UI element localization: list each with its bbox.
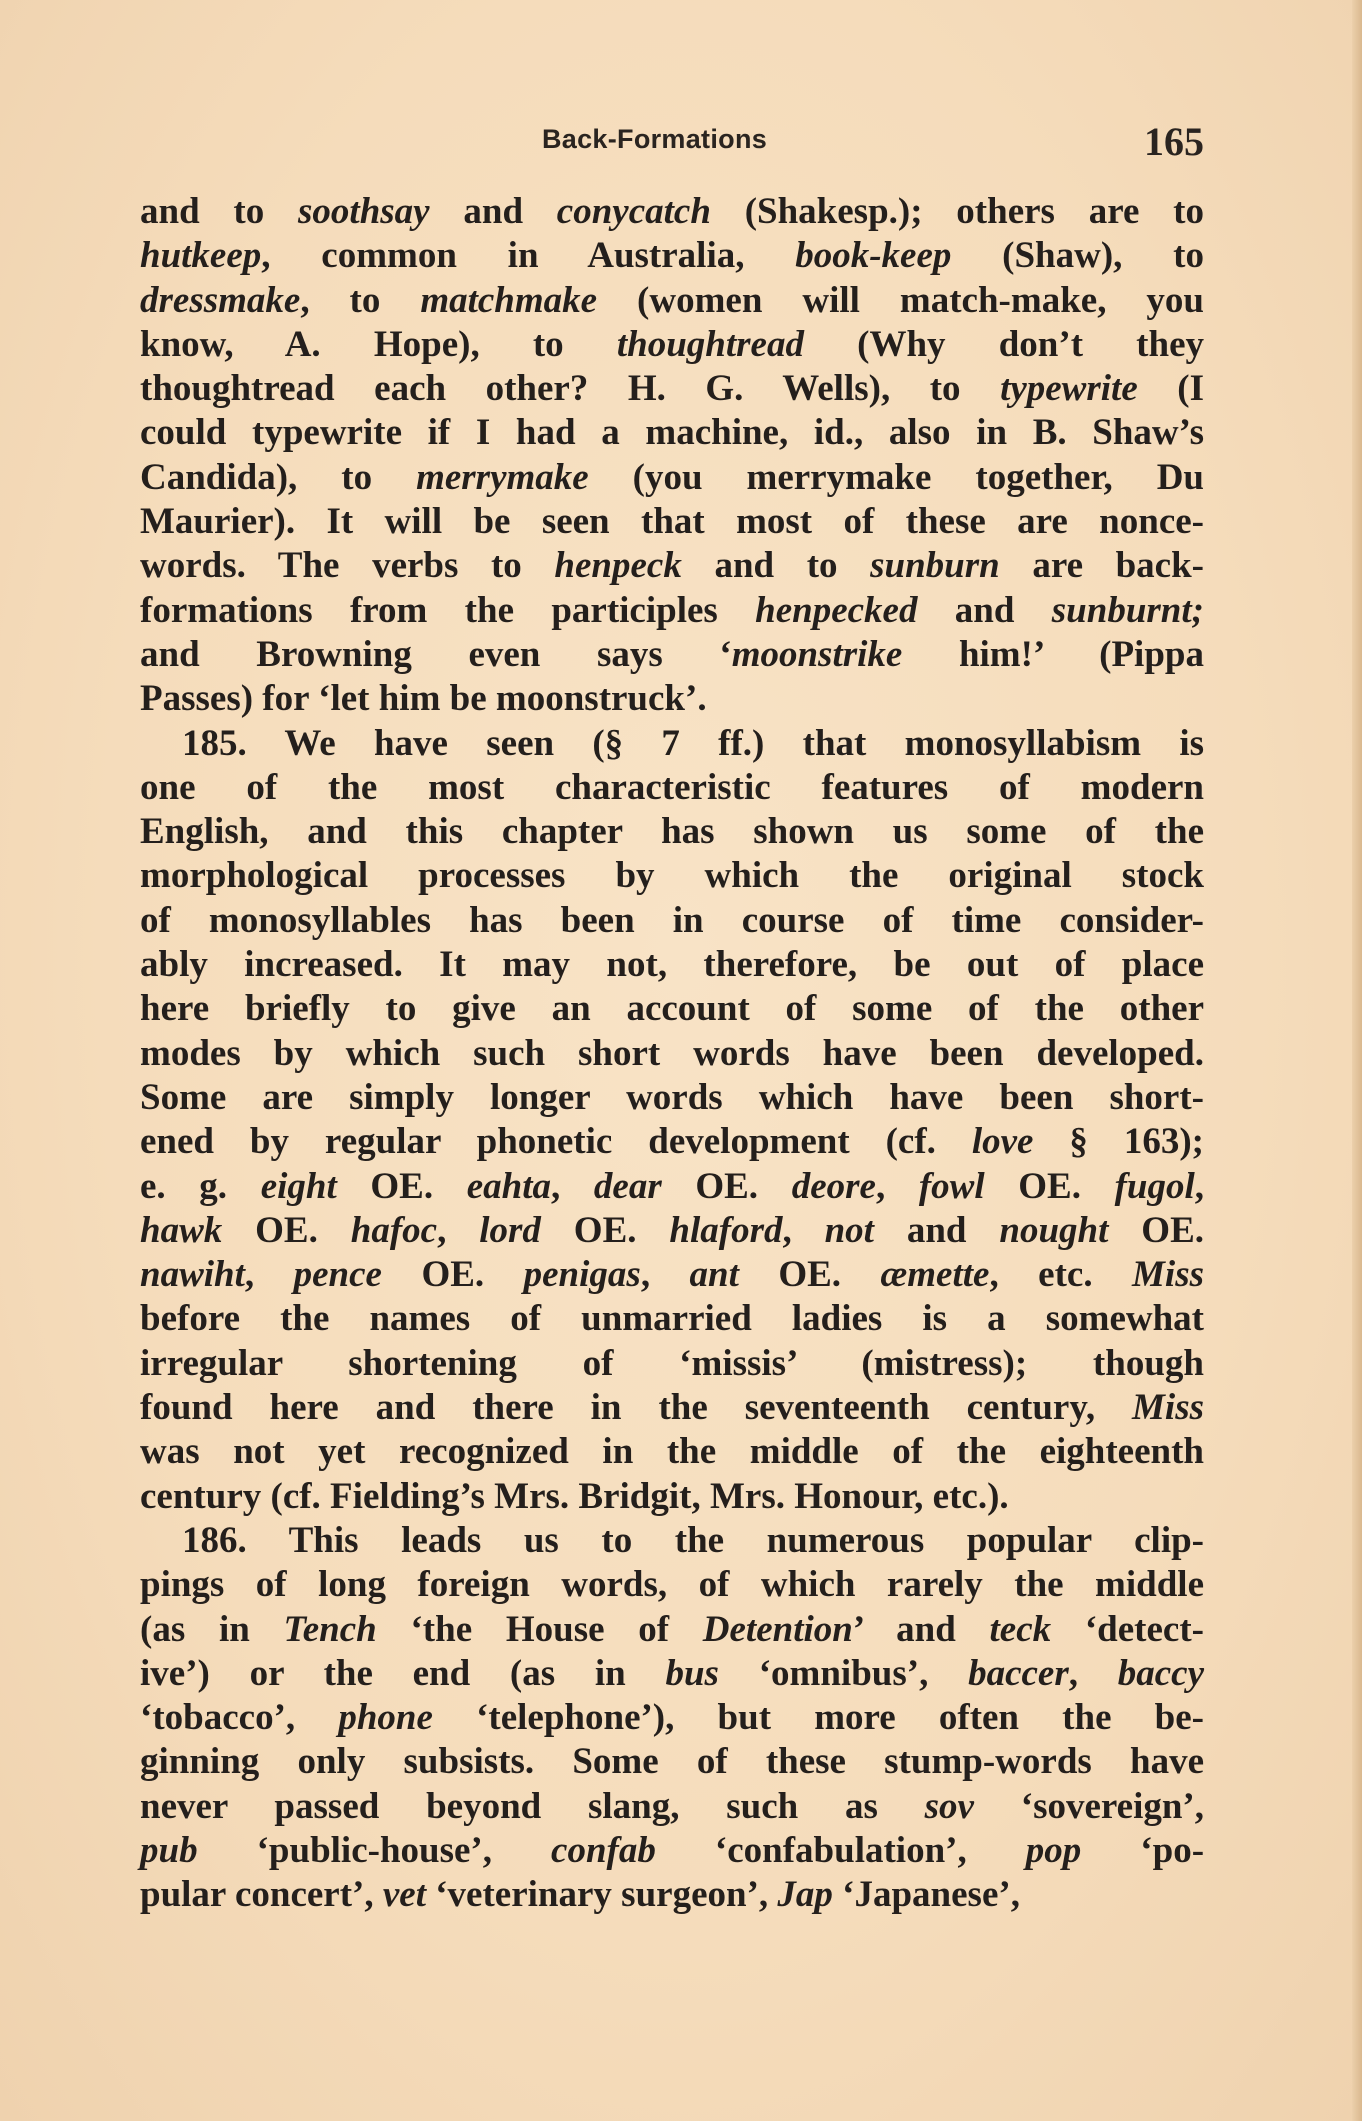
text-line: modes by which such short words have been developed.: [140, 1032, 1204, 1074]
text-line: formations from the participles henpecked and sunburnt;: [140, 589, 1204, 631]
text-line: words. The verbs to henpeck and to sunburn are back-: [140, 545, 1204, 587]
text-line: ably increased. It may not, therefore, be out of place: [140, 944, 1204, 986]
text-line: Passes) for ‘let him be moonstruck’.: [140, 678, 707, 720]
page-edge: [1352, 0, 1362, 2121]
text-line: ginning only subsists. Some of these stump-words have: [140, 1741, 1204, 1783]
text-line: 185. We have seen (§ 7 ff.) that monosyllabism is: [182, 722, 1204, 764]
text-line: was not yet recognized in the middle of the eighteenth: [140, 1431, 1204, 1473]
text-line: never passed beyond slang, such as sov ‘sovereign’,: [140, 1785, 1204, 1827]
text-line: one of the most characteristic features of modern: [140, 766, 1204, 808]
text-line: (as in Tench ‘the House of Detention’ and teck ‘detect-: [140, 1608, 1204, 1650]
page-number: 165: [1144, 119, 1204, 164]
text-line: hutkeep, common in Australia, book-keep (Shaw), to: [140, 235, 1204, 277]
body-text: [140, 190, 1204, 1918]
page-header: [142, 119, 1204, 172]
text-line: Maurier). It will be seen that most of these are nonce-: [140, 501, 1204, 543]
text-line: ened by regular phonetic development (cf. love § 163);: [140, 1121, 1204, 1163]
text-line: and Browning even says ‘moonstrike him!’ (Pippa: [140, 633, 1204, 675]
text-line: of monosyllables has been in course of time consider-: [140, 899, 1204, 941]
text-line: morphological processes by which the original stock: [140, 855, 1204, 897]
text-line: and to soothsay and conycatch (Shakesp.); others are to: [140, 191, 1204, 232]
text-line: pings of long foreign words, of which rarely the middle: [140, 1564, 1204, 1606]
text-line: pular concert’, vet ‘veterinary surgeon’, Jap ‘Japanese’,: [140, 1874, 1020, 1916]
text-line: know, A. Hope), to thoughtread (Why don’t they: [140, 323, 1204, 365]
text-line: could typewrite if I had a machine, id., also in B. Shaw’s: [140, 412, 1204, 454]
text-line: ‘tobacco’, phone ‘telephone’), but more often the be-: [140, 1697, 1204, 1739]
text-line: 186. This leads us to the numerous popular clip-: [182, 1519, 1204, 1561]
text-line: Some are simply longer words which have been short-: [140, 1076, 1204, 1118]
text-line: e. g. eight OE. eahta, dear OE. deore, fowl OE. fugol,: [140, 1165, 1205, 1207]
text-line: century (cf. Fielding’s Mrs. Bridgit, Mrs. Honour, etc.).: [140, 1475, 1009, 1517]
text-line: before the names of unmarried ladies is a somewhat: [140, 1298, 1204, 1340]
text-line: English, and this chapter has shown us some of the: [140, 811, 1204, 853]
text-line: nawiht, pence OE. penigas, ant OE. æmette, etc. Miss: [140, 1254, 1205, 1296]
text-line: here briefly to give an account of some of the other: [140, 988, 1204, 1030]
text-line: Candida), to merrymake (you merrymake together, Du: [140, 456, 1204, 498]
text-line: irregular shortening of ‘missis’ (mistress); though: [140, 1342, 1204, 1384]
text-line: pub ‘public-house’, confab ‘confabulation’, pop ‘po-: [140, 1829, 1205, 1871]
running-head: Back-Formations: [542, 124, 768, 154]
text-line: hawk OE. hafoc, lord OE. hlaford, not and nought OE.: [140, 1209, 1205, 1251]
text-line: thoughtread each other? H. G. Wells), to typewrite (I: [140, 368, 1204, 410]
text-line: ive’) or the end (as in bus ‘omnibus’, baccer, baccy: [140, 1652, 1204, 1694]
text-line: dressmake, to matchmake (women will match-make, you: [140, 279, 1204, 321]
text-line: found here and there in the seventeenth century, Miss: [140, 1387, 1204, 1429]
